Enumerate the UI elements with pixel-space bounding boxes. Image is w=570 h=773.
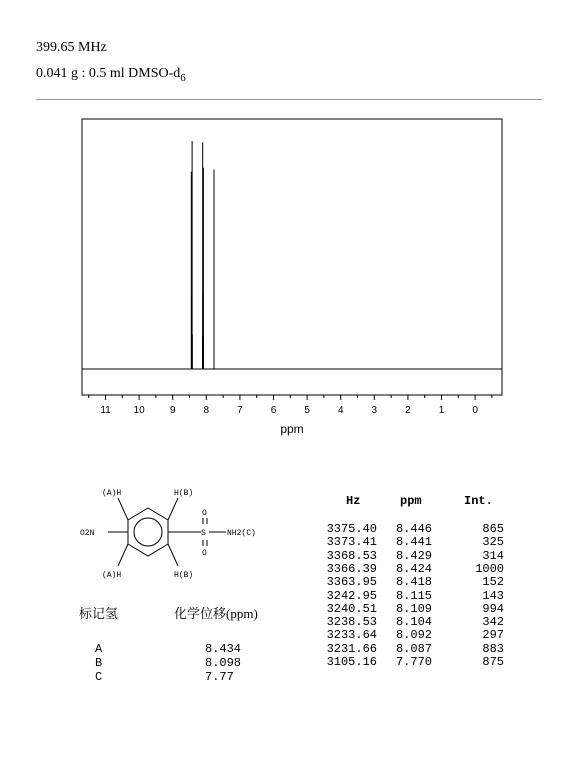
peak-table-row [320,655,520,668]
assign-shift: 7.77 [205,670,234,684]
peak-int: 875 [482,655,504,669]
peak-hz: 3366.39 [326,561,377,576]
peak-hz: 3233.64 [326,628,377,643]
peaks-group [191,141,214,369]
aromatic-circle [134,518,162,546]
label-hb-top: H(B) [174,489,194,498]
x-tick-label: 1 [438,405,445,416]
peak-ppm: 8.092 [395,628,432,643]
peak-table-header-int: Int. [464,494,493,508]
peak-int: 865 [482,522,504,536]
peak-table-header-ppm: ppm [400,494,422,508]
peak-table-row [320,602,520,615]
peak-table-row [320,628,520,641]
peak-ppm: 7.770 [395,655,432,669]
peak-int: 152 [482,575,504,590]
x-axis-label: ppm [280,422,304,436]
peak-hz: 3363.95 [326,575,377,590]
peak-table-row [320,575,520,588]
x-tick-label: 11 [100,405,111,416]
bond-hb-bottom [168,544,178,566]
peak-int: 314 [482,548,504,563]
peak-int: 297 [482,628,504,643]
peak-table-row [320,642,520,655]
peak-ppm: 8.446 [395,522,432,536]
label-ha-top: (A)H [102,489,122,498]
label-no2: O2N [80,529,95,538]
label-o-bottom: O [202,549,207,558]
peak-table-row [320,549,520,562]
peak-table-row [320,589,520,602]
peak-hz: 3238.53 [326,615,377,630]
assign-shift: 8.098 [205,656,242,670]
label-s: S [201,529,206,538]
x-tick-label: 6 [270,405,277,416]
peak-table-row [320,535,520,548]
label-hb-bottom: H(B) [174,571,194,580]
assign-header-label: 标记氢 [79,606,119,621]
peak-ppm: 8.109 [395,601,432,616]
x-tick-label: 2 [405,405,411,416]
x-tick-label: 0 [472,405,478,416]
peak-ppm: 8.418 [395,575,432,590]
x-tick-label: 5 [304,405,310,416]
assign-label: C [95,670,103,684]
peak-ppm: 8.087 [395,641,432,656]
label-nh2: NH2(C) [227,529,256,538]
peak-table-header-hz: Hz [346,494,361,508]
peak-ppm: 8.429 [395,548,432,563]
x-tick-label: 8 [203,405,210,416]
bond-hb-top [168,498,178,520]
molecule-structure [78,480,278,590]
peak-ppm: 8.104 [395,615,432,630]
x-tick-label: 9 [169,405,176,416]
assign-shift: 8.434 [205,642,242,656]
peak-hz: 3373.41 [326,535,377,550]
peak-hz: 3105.16 [326,655,377,669]
peak-int: 883 [482,641,504,656]
peak-ppm: 8.115 [395,588,432,603]
assign-label: A [95,642,103,656]
assign-label: B [95,656,103,670]
bond-ha-bottom [118,544,128,566]
x-tick-label: 3 [371,405,378,416]
x-tick-label: 4 [337,405,344,416]
peak-table-row [320,615,520,628]
plot-frame [82,119,502,395]
peak-int: 325 [482,535,504,550]
peak-int: 994 [482,601,504,616]
peak-int: 143 [482,588,504,603]
label-o-top: O [202,509,207,518]
peak-hz: 3368.53 [326,548,377,563]
frequency-label: 399.65 MHz [36,40,107,55]
peak-hz: 3240.51 [326,601,377,616]
x-axis-ticks [89,395,492,416]
x-tick-label: 10 [133,405,145,416]
peak-int: 1000 [475,561,504,576]
peak-table-row [320,562,520,575]
label-ha-bottom: (A)H [102,571,122,580]
bond-ha-top [118,498,128,520]
peak-int: 342 [482,615,504,630]
peak-ppm: 8.441 [395,535,432,550]
peak-table-row [320,522,520,535]
sample-subscript: 6 [180,71,186,84]
x-tick-label: 7 [237,405,243,416]
peak-hz: 3375.40 [326,522,377,536]
assign-header-shift: 化学位移(ppm) [174,606,258,621]
peak-hz: 3242.95 [326,588,377,603]
peak-hz: 3231.66 [326,641,377,656]
sample-text: 0.041 g : 0.5 ml DMSO-d [36,66,181,81]
peak-ppm: 8.424 [395,561,432,576]
